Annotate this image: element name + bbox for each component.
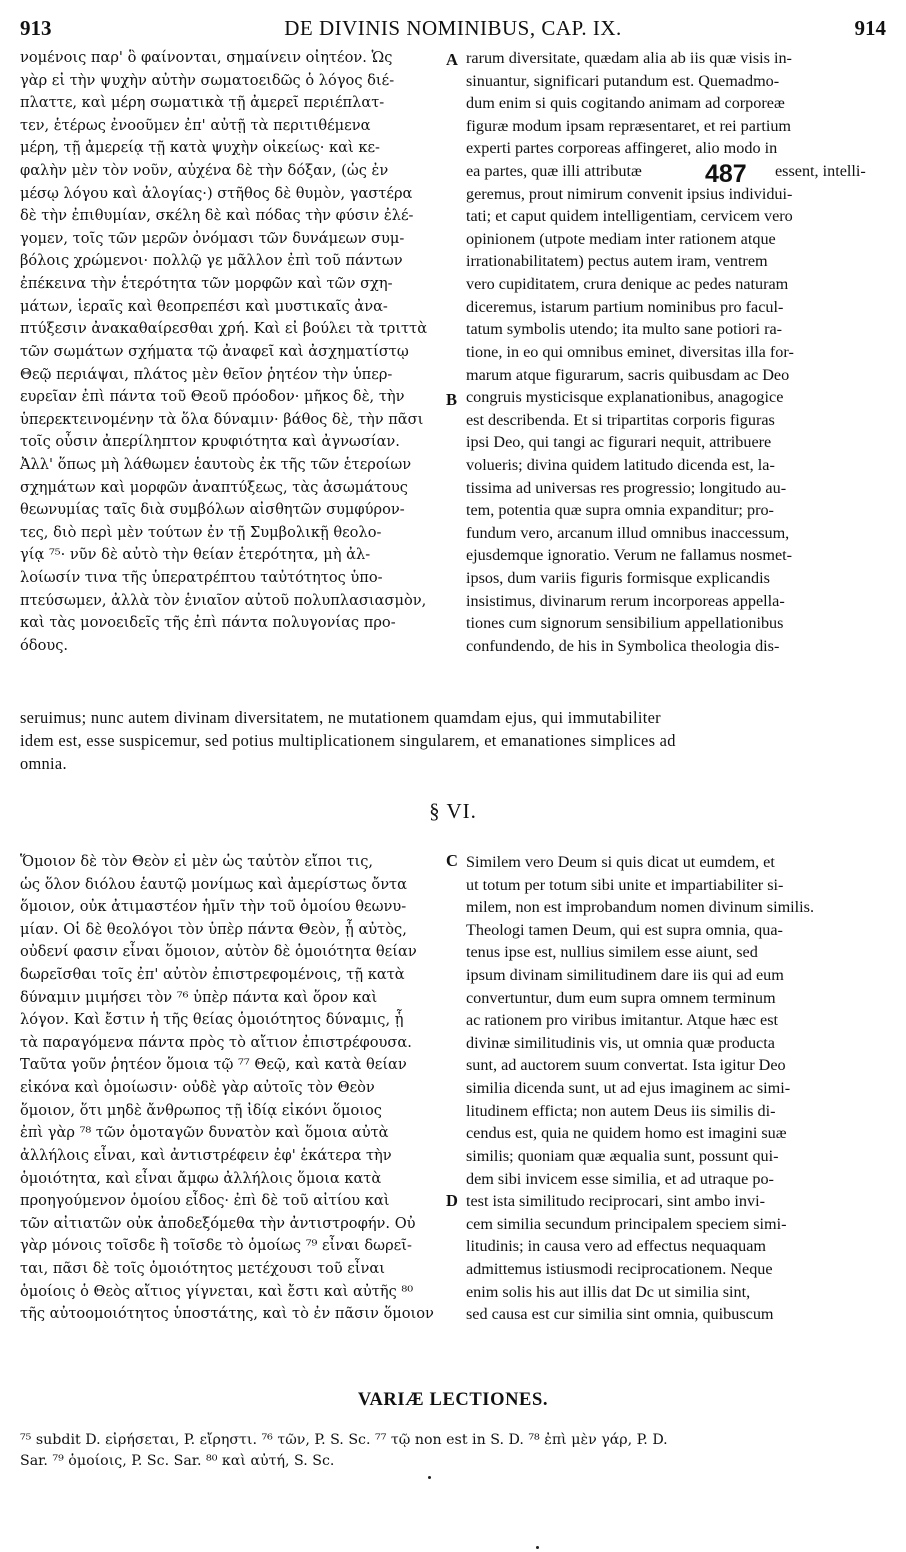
greek-text-line: καὶ τὰς μονοειδεῖς τῆς ἐπὶ πάντα πολυγονίας προ-: [20, 614, 396, 632]
greek-text-line: ἐπὶ γὰρ ⁷⁸ τῶν ὁμοταγῶν δυνατὸν καὶ ὅμοια αὐτὰ: [20, 1124, 389, 1142]
latin-text-line: tem, potentia quæ supra omnia expanditur; pro-: [466, 501, 774, 520]
greek-text-line: πτεύσωμεν, ἀλλὰ τὸν ἑνιαῖον αὐτοῦ πολυπλασιασμὸν,: [20, 591, 427, 609]
latin-text-line: test ista similitudo reciprocari, sint ambo invi-: [466, 1192, 765, 1211]
latin-text-line: Similem vero Deum si quis dicat ut eumdem, et: [466, 853, 775, 871]
greek-text-line: μέρη, τῇ ἀμερείᾳ τῇ κατὰ ψυχὴν οἰκείως· καὶ κε-: [20, 139, 380, 157]
greek-text-line: τὰ παραγόμενα πάντα πρὸς τὸ αἴτιον ἐπιστρέφουσα.: [20, 1033, 412, 1051]
latin-text-line: sunt, ad auctorem suum convertat. Ista igitur Deo: [466, 1056, 786, 1075]
greek-text-line: δύναμιν μιμήσει τὸν ⁷⁶ ὑπὲρ πάντα καὶ ὅρον καὶ: [20, 988, 378, 1006]
greek-text-line: τῶν αἰτιατῶν οὐκ ἀποδεξόμεθα τὴν ἀντιστροφήν. Οὐ: [20, 1214, 416, 1232]
greek-text-line: ται, πᾶσι δὲ τοῖς ὁμοιότητος μετέχουσι τοῦ εἶναι: [20, 1259, 386, 1277]
right-page-number: 914: [854, 16, 886, 40]
greek-text-line: φαλὴν μὲν τὸν νοῦν, αὐχένα δὲ τὴν δόξαν, (ὡς ἐν: [20, 162, 389, 180]
greek-text-line: εἰκόνα καὶ ὁμοίωσιν· οὐδὲ γὰρ αὐτοῖς τὸν Θεὸν: [20, 1079, 375, 1097]
latin-text-line: ipsi Deo, qui tangi ac figurari nequit, attribuere: [466, 433, 772, 452]
greek-text-line: γὰρ εἰ τὴν ψυχὴν αὐτὴν σωματοειδῶς ὁ λόγος διέ-: [20, 71, 395, 89]
greek-text-line: Θεῷ περιάψαι, πλάτος μὲν θεῖον ῥητέον τὴν ὑπερ-: [20, 365, 393, 383]
greek-text-line: μέσῳ λόγου καὶ ἀλογίας·) στῆθος δὲ θυμὸν, γαστέρα: [20, 184, 413, 202]
latin-text-line: confundendo, de his in Symbolica theologia dis-: [466, 636, 780, 655]
latin-text-line: rarum diversitate, quædam alia ab iis quæ visis in-: [466, 49, 792, 67]
latin-text-line: cendus est, quia ne quidem homo est imagini suæ: [466, 1124, 787, 1143]
footnote-line: Sar. ⁷⁹ ὁμοίοις, P. Sc. Sar. ⁸⁰ καὶ αὐτή, S. Sc.: [20, 1453, 335, 1469]
latin-text-line: experti partes corporeas affingeret, alio modo in: [466, 139, 778, 158]
latin-text-line: tatum symbolis utendo; ita multo sane potiori ra-: [466, 320, 783, 339]
latin-text-line: irrationabilitatem) pectus autem iram, ventrem: [466, 252, 768, 271]
section2-greek-column: [20, 851, 440, 1326]
variae-lectiones-notes: [20, 1430, 886, 1472]
latin-text-line: Theologi tamen Deum, qui est supra omnia, qua-: [466, 920, 783, 939]
greek-text-line: ὁμοίοις ὁ Θεὸς αἴτιος γίγνεται, καὶ ἔστι καὶ αὐτῆς ⁸⁰: [20, 1282, 414, 1300]
latin-text-line: diceremus, istarum partium nominibus pro facul-: [466, 297, 784, 316]
text-line: omnia.: [20, 754, 67, 773]
greek-text-line: προηγούμενον ὁμοίου εἶδος· ἐπὶ δὲ τοῦ αἰτίου καὶ: [20, 1192, 390, 1210]
section-title: § VI.: [429, 799, 477, 823]
latin-text-line: admittemus istiusmodi reciprocationem. Neque: [466, 1259, 773, 1278]
latin-text-line: insistimus, divinarum rerum incorporeas appella-: [466, 591, 785, 610]
print-speck: [536, 1546, 539, 1549]
greek-text-line: ἀλλήλοις εἶναι, καὶ ἀντιστρέφειν ἐφ' ἑκάτερα τὴν: [20, 1146, 392, 1164]
left-page-number: 913: [20, 16, 52, 40]
print-speck: [428, 1476, 431, 1479]
latin-text-line: similis; quoniam quæ æqualia sunt, possunt qui-: [466, 1146, 779, 1165]
greek-text-line: γομεν, τοῖς τῶν μερῶν ὀνόμασι τῶν δυνάμεων συμ-: [20, 229, 405, 247]
greek-text-line: Ἀλλ' ὅπως μὴ λάθωμεν ἑαυτοὺς ἐκ τῆς τῶν ἑτεροίων: [20, 455, 412, 473]
latin-text-line: divinæ similitudinis vis, ut omnia quæ producta: [466, 1033, 775, 1052]
greek-text-line: δὲ τὴν ἐπιθυμίαν, σκέλη δὲ καὶ πόδας τὴν φύσιν ἐλέ-: [20, 207, 414, 225]
latin-text-line: geremus, prout nimirum convenit ipsius individui-: [466, 184, 793, 203]
greek-text-line: λόγον. Καὶ ἔστιν ἡ τῆς θείας ὁμοιότητος δύναμις, ᾗ: [20, 1011, 404, 1029]
margin-number: 487: [705, 160, 747, 188]
greek-text-line: όδους.: [20, 636, 69, 654]
latin-text-line: enim solis his aut illis dat Dc ut similia sint,: [466, 1282, 751, 1301]
footnote-line: ⁷⁵ subdit D. εἰρήσεται, P. εἴρηστι. ⁷⁶ τῶν, P. S. Sc. ⁷⁷ τῷ non est in S. D. ⁷⁸ ἐπὶ μὲν γάρ, P. D.: [20, 1432, 668, 1448]
latin-text-line: tiones cum signorum sensibilium appellationibus: [466, 614, 784, 633]
greek-text-line: πλαττε, καὶ μέρη σωματικὰ τῇ ἀμερεῖ περιέπλατ-: [20, 94, 385, 112]
latin-text-line: ac rationem pro viribus imitantur. Atque hæc est: [466, 1011, 778, 1030]
latin-text-line: marum atque figurarum, sacris quibusdam ac Deo: [466, 365, 790, 384]
latin-text-line: tione, in eo qui omnibus eminet, diversitas illa for-: [466, 342, 794, 361]
greek-text-line: θεωνυμίας ταῖς διὰ συμβόλων αἰσθητῶν συμφύρον-: [20, 501, 405, 519]
latin-text-line: convertuntur, dum eum supra omnem terminum: [466, 988, 776, 1007]
latin-line-tail: essent, intelli-: [775, 162, 866, 181]
greek-text-line: νομένοις παρ' ὃ φαίνονται, σημαίνειν οἰητέον. Ὡς: [20, 49, 393, 66]
greek-text-line: δωρεῖσθαι τοῖς ἐπ' αὐτὸν ἐπιστρεφομένοις, τῇ κατὰ: [20, 966, 405, 984]
greek-text-line: Ταῦτα γοῦν ῥητέον ὅμοια τῷ ⁷⁷ Θεῷ, καὶ κατὰ θείαν: [20, 1056, 407, 1074]
latin-text-line: fundum vero, arcanum illud omnibus inaccessum,: [466, 523, 790, 542]
latin-text-line: litudinem efficta; non autem Deus iis similis di-: [466, 1101, 776, 1120]
latin-text-line: dem sibi invicem esse similia, et ad utraque po-: [466, 1169, 774, 1188]
latin-text-line: congruis mysticisque explanationibus, anagogice: [466, 388, 784, 407]
latin-text-line: ipsos, dum variis figuris formisque explicandis: [466, 569, 770, 588]
latin-text-line: ut totum per totum sibi unite et impartiabiliter si-: [466, 875, 784, 894]
column-marker-b: B: [446, 390, 458, 409]
latin-text-line: tissima ad universas res progressio; longitudo au-: [466, 478, 787, 497]
latin-text-line: ipsum divinam similitudinem dare iis qui ad eum: [466, 966, 784, 985]
greek-text-line: γὰρ μόνοις τοῖσδε ἢ τοῖσδε τὸ ὁμοίως ⁷⁹ εἶναι δωρεῖ-: [20, 1237, 412, 1255]
column-marker-d: D: [446, 1191, 458, 1210]
latin-text-line: dum enim si quis cogitando animam ad corporeæ: [466, 94, 785, 113]
latin-text-line: ejusdemque ignoratio. Verum ne fallamus nosmet-: [466, 546, 793, 565]
variae-lectiones-title: VARIÆ LECTIONES.: [357, 1390, 549, 1410]
page-header: [20, 16, 886, 42]
greek-text-line: τεν, ἑτέρως ἐνοοῦμεν ἐπ' αὐτῇ τὰ περιτιθέμενα: [20, 116, 371, 134]
text-line: seruimus; nunc autem divinam diversitatem, ne mutationem quamdam ejus, qui immutabiliter: [20, 708, 661, 727]
text-line: idem est, esse suspicemur, sed potius multiplicationem singularem, et emanationes simplices ad: [20, 731, 676, 750]
greek-text-line: γίᾳ ⁷⁵· νῦν δὲ αὐτὸ τὴν θείαν ἑτερότητα, μὴ ἀλ-: [20, 546, 371, 564]
greek-text-line: ὅμοιον, οὐκ ἀτιμαστέον ἡμῖν τὴν τοῦ ὁμοίου θεωνυ-: [20, 898, 407, 916]
latin-text-line: milem, non est improbandum nomen divinum similis.: [466, 898, 815, 917]
greek-text-line: ὡς ὅλον διόλου ἑαυτῷ μονίμως καὶ ἀμερίστως ὄντα: [20, 875, 407, 893]
greek-text-line: ὑπερεκτεινομένην τὰ ὅλα δύναμιν· βάθος δὲ, τὴν πᾶσι: [20, 410, 424, 428]
latin-text-line: litudinis; in causa vero ad effectus nequaquam: [466, 1237, 766, 1256]
greek-text-line: μίαν. Οἱ δὲ θεολόγοι τὸν ὑπὲρ πάντα Θεὸν, ᾗ αὐτὸς,: [20, 920, 407, 938]
section1-greek-column: [20, 47, 440, 657]
latin-text-line: vero cupiditatem, crura denique ac pedes naturam: [466, 275, 789, 294]
greek-text-line: πτύξεσιν ἀνακαθαίρεσθαι χρή. Καὶ εἰ βούλει τὰ τριττὰ: [20, 320, 428, 338]
latin-text-line: ea partes, quæ illi attributæ essent, intelli-: [466, 160, 886, 183]
full-width-text: [20, 706, 886, 775]
greek-text-line: ἐπέκεινα τὴν ἑτερότητα τῶν μορφῶν καὶ τῶν σχη-: [20, 275, 393, 293]
section2-latin-column: [466, 851, 886, 1326]
greek-text-line: ευρεῖαν ἐπὶ πάντα τοῦ Θεοῦ πρόοδον· μῆκος δὲ, τὴν: [20, 388, 405, 406]
greek-text-line: τῶν σωμάτων σχήματα τῷ ἀναφεῖ καὶ ἀσχηματίστῳ: [20, 342, 409, 360]
latin-text-line: sinuantur, significari putandum est. Quemadmo-: [466, 71, 780, 90]
latin-text-line: volueris; divina quidem latitudo dicenda est, la-: [466, 455, 775, 474]
greek-text-line: βόλοις χρώμενοι· πολλῷ γε μᾶλλον ἐπὶ τοῦ πάντων: [20, 252, 403, 270]
latin-text-line: est describenda. Et si tripartitas corporis figuras: [466, 410, 775, 429]
latin-text-line: tati; et caput quidem intelligentiam, cervicem vero: [466, 207, 793, 226]
greek-text-line: Ὅμοιον δὲ τὸν Θεὸν εἰ μὲν ὡς ταὐτὸν εἴποι τις,: [20, 853, 374, 870]
latin-text-line: opinionem (utpote mediam inter rationem atque: [466, 229, 776, 248]
latin-text-line: figuræ modum ipsam repræsentaret, et rei partium: [466, 116, 792, 135]
greek-text-line: τοῖς οὖσιν ἀπερίληπτον κρυφιότητα καὶ ἀγνωσίαν.: [20, 433, 400, 451]
latin-text-line: sed causa est cur similia sint omnia, quibuscum: [466, 1305, 774, 1324]
latin-text-line: similia dicenda sunt, ut ad ejus imaginem ac simi-: [466, 1079, 791, 1098]
section1-latin-column: [466, 47, 886, 657]
greek-text-line: οὐδενί φασιν εἶναι ὅμοιον, αὐτὸν δὲ ὁμοιότητα θείαν: [20, 943, 417, 961]
greek-text-line: τες, διὸ περὶ μὲν τούτων ἐν τῇ Συμβολικῇ θεολο-: [20, 523, 382, 541]
greek-text-line: σχημάτων καὶ μορφῶν ἀναπτύξεως, τὰς ἀσωμάτους: [20, 478, 408, 496]
latin-text-line: tenus ipse est, nullius similem esse aiunt, sed: [466, 943, 758, 962]
running-title: DE DIVINIS NOMINIBUS, CAP. IX.: [284, 16, 622, 40]
greek-text-line: λοίωσίν τινα τῆς ὑπερατρέπτου ταὐτότητος ὑπο-: [20, 569, 383, 587]
greek-text-line: μάτων, ἱεραῖς καὶ θεοπρεπέσι καὶ μυστικαῖς ἀνα-: [20, 297, 388, 315]
greek-text-line: τῆς αὐτοομοιότητος ὑποστάτης, καὶ τὸ ἐν πᾶσιν ὅμοιον: [20, 1305, 434, 1323]
column-marker-a: A: [446, 50, 458, 69]
greek-text-line: ὁμοιότητα, καὶ εἶναι ἄμφω ἀλλήλοις ὅμοια κατὰ: [20, 1169, 382, 1187]
greek-text-line: ὅμοιον, ὅτι μηδὲ ἄνθρωπος τῇ ἰδίᾳ εἰκόνι ὅμοιος: [20, 1101, 382, 1119]
latin-text-line: cem similia secundum principalem speciem simi-: [466, 1214, 787, 1233]
column-marker-c: C: [446, 851, 458, 870]
